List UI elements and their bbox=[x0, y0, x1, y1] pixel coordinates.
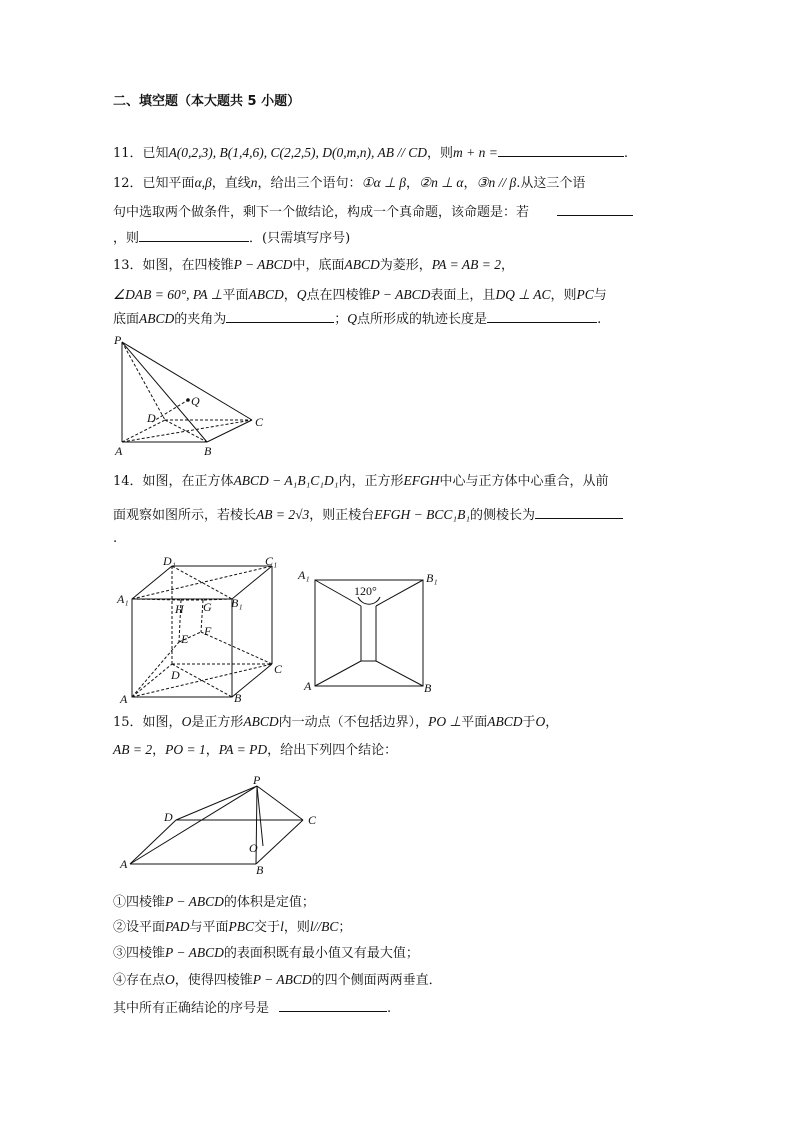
q13-condition: PA = AB = 2 bbox=[431, 257, 501, 272]
q12-text-c: ，给出三个语句： bbox=[257, 176, 362, 191]
q13-pyramid: P − ABCD bbox=[233, 257, 293, 272]
q15-conclusion-4 bbox=[113, 971, 442, 990]
q15-point-o: O bbox=[181, 714, 192, 729]
q13-text-2b: 平面 bbox=[222, 288, 249, 303]
q13-text-3c: 的夹角为 bbox=[174, 312, 227, 327]
question-11 bbox=[113, 144, 628, 163]
q15-text-f: ， bbox=[545, 715, 559, 730]
q12-statement-2: ②n ⊥ α bbox=[418, 175, 464, 190]
question-12-line-3 bbox=[113, 229, 350, 248]
q13-blank-angle[interactable] bbox=[226, 310, 334, 323]
q13-fig-label-d: D bbox=[147, 411, 156, 425]
q13-pc: PC bbox=[576, 287, 594, 302]
q15-fig-label-a: A bbox=[120, 857, 128, 871]
q15-c1-text-a: ①四棱锥 bbox=[113, 895, 166, 910]
q15-c1-pyramid: P − ABCD bbox=[165, 894, 224, 909]
question-14-line-2 bbox=[113, 506, 623, 525]
question-15-line-1 bbox=[113, 713, 558, 732]
q15-c2-text-g: ，则 bbox=[283, 920, 310, 935]
q15-text-e: 于 bbox=[522, 715, 536, 730]
q13-text-b: 中，底面 bbox=[292, 258, 345, 273]
q15-square-2: ABCD bbox=[487, 714, 523, 729]
q13-text-c: 为菱形， bbox=[379, 258, 432, 273]
q15-sep-2: ， bbox=[205, 743, 219, 758]
q14-text-2c: 的侧棱长为 bbox=[470, 508, 536, 523]
q13-point-q: Q bbox=[296, 287, 307, 302]
q15-final-line bbox=[113, 999, 391, 1018]
q11-end: . bbox=[623, 146, 629, 161]
question-13-line-1 bbox=[113, 256, 514, 275]
q14-fig-label-e: E bbox=[181, 632, 189, 646]
q14-text-b: 内，正方形 bbox=[338, 474, 404, 489]
q14-cube-figure bbox=[115, 552, 290, 707]
q15-c2-text-c: 与平面 bbox=[189, 920, 229, 935]
q13-base-2: ABCD bbox=[248, 287, 284, 302]
q14-fig-label-b1: B₁ bbox=[231, 596, 243, 610]
q15-c2-text-e: 交于 bbox=[254, 920, 281, 935]
q12-text-b: ，直线 bbox=[211, 176, 251, 191]
q15-conclusion-2 bbox=[113, 918, 351, 937]
q13-fig-label-q: Q bbox=[191, 394, 200, 408]
q15-point-o-2: O bbox=[535, 714, 546, 729]
q15-cond-po: PO = 1 bbox=[165, 742, 206, 757]
q12-line-n: n bbox=[250, 175, 258, 190]
q12-text: 已知平面 bbox=[142, 176, 195, 191]
q13-base: ABCD bbox=[344, 257, 380, 272]
q14-fv-label-a1: A₁ bbox=[298, 568, 310, 582]
q14-text-a: 如图，在正方体 bbox=[142, 474, 234, 489]
q15-fig-label-p: P bbox=[253, 773, 261, 787]
q13-blank-length[interactable] bbox=[487, 310, 597, 323]
q14-front-view-figure bbox=[298, 566, 448, 698]
q13-text-2i: ，则 bbox=[550, 288, 577, 303]
q14-fig-label-c: C bbox=[274, 662, 283, 676]
q13-text-3d: ； bbox=[334, 312, 348, 327]
q14-fig-label-a1: A₁ bbox=[117, 592, 129, 606]
q15-pyramid-figure bbox=[118, 774, 318, 876]
q15-final-text: 其中所有正确结论的序号是 bbox=[113, 1001, 270, 1016]
q15-c2-l: l bbox=[280, 919, 284, 934]
question-15-line-2 bbox=[113, 741, 397, 760]
q14-edge: AB = 2√3 bbox=[256, 507, 310, 522]
q11-answer-blank[interactable] bbox=[498, 144, 624, 157]
q15-text-f2: ，给出下列四个结论： bbox=[267, 743, 398, 758]
q13-point-q-2: Q bbox=[347, 311, 358, 326]
q15-sep-1: ， bbox=[152, 743, 166, 758]
q11-number: 11． bbox=[113, 146, 143, 161]
q15-fig-label-c: C bbox=[308, 813, 317, 827]
q14-fv-label-b1: B₁ bbox=[426, 571, 438, 585]
q14-answer-blank[interactable] bbox=[535, 506, 623, 519]
q12-text-line3b: ．(只需填写序号) bbox=[249, 231, 351, 246]
question-14-line-1 bbox=[113, 472, 608, 491]
q15-fig-label-b: B bbox=[256, 863, 264, 877]
q13-pyramid-2: P − ABCD bbox=[371, 287, 431, 302]
q15-cond-ab: AB = 2 bbox=[113, 742, 153, 757]
q11-expression: A(0,2,3), B(1,4,6), C(2,2,5), D(0,m,n), AB // CD bbox=[168, 145, 428, 160]
q13-text-3g: . bbox=[597, 312, 602, 327]
q15-c4-text-e: 的四个侧面两两垂直． bbox=[311, 973, 442, 988]
q14-fig-label-d: D bbox=[171, 668, 180, 682]
q11-text: 已知 bbox=[142, 146, 169, 161]
q15-text-c: 内一动点（不包括边界）， bbox=[278, 715, 429, 730]
q13-angle-condition: ∠DAB = 60°, PA ⊥ bbox=[113, 287, 223, 302]
q12-number: 12． bbox=[113, 176, 143, 191]
q11-text-2: ，则 bbox=[427, 146, 454, 161]
q12-text-line3a: ，则 bbox=[113, 231, 140, 246]
q15-conclusion-3 bbox=[113, 944, 419, 963]
q15-c4-text-a: ④存在点 bbox=[113, 973, 166, 988]
q13-text-2e: 点在四棱锥 bbox=[306, 288, 372, 303]
q15-c4-point-o: O bbox=[165, 972, 175, 987]
q14-square: EFGH bbox=[403, 473, 440, 488]
q15-c2-parallel: l//BC bbox=[309, 919, 339, 934]
q15-c3-text-a: ③四棱锥 bbox=[113, 946, 166, 961]
q14-text-2b: ，则正棱台 bbox=[309, 508, 375, 523]
q13-fig-label-b: B bbox=[204, 444, 212, 458]
q13-pyramid-figure bbox=[110, 332, 285, 462]
q15-c2-text-i: ； bbox=[338, 920, 352, 935]
q14-fig-label-c1: C₁ bbox=[265, 554, 278, 568]
q14-fig-label-b: B bbox=[234, 691, 242, 705]
q14-text-2a: 面观察如图所示，若棱长 bbox=[113, 508, 257, 523]
q14-text-c: 中心与正方体中心重合，从前 bbox=[439, 474, 609, 489]
q13-fig-label-a: A bbox=[115, 444, 123, 458]
q15-fig-label-d: D bbox=[164, 810, 173, 824]
section-title: 二、填空题（本大题共 5 小题） bbox=[113, 94, 301, 109]
q15-c2-pbc: PBC bbox=[228, 919, 255, 934]
q12-blank-conclusion[interactable] bbox=[139, 229, 249, 242]
q15-c3-text-c: 的表面积既有最小值又有最大值； bbox=[223, 946, 419, 961]
q15-cond-pa: PA = PD bbox=[218, 742, 268, 757]
q13-perp: DQ ⊥ AC bbox=[495, 287, 551, 302]
q12-statement-1: ①α ⊥ β bbox=[361, 175, 406, 190]
q13-text-3f: 点所形成的轨迹长度是 bbox=[357, 312, 488, 327]
q13-number: 13． bbox=[113, 258, 143, 273]
q12-statement-3: ③n // β bbox=[476, 175, 517, 190]
q12-text-d: .从这三个语 bbox=[516, 176, 586, 191]
q15-c4-pyramid: P − ABCD bbox=[252, 972, 312, 987]
q15-c2-text-a: ②设平面 bbox=[113, 920, 166, 935]
q12-blank-condition[interactable] bbox=[557, 203, 633, 216]
q14-fv-angle-label: 120° bbox=[354, 584, 377, 598]
q14-fig-label-a: A bbox=[120, 692, 128, 706]
q15-answer-blank[interactable] bbox=[279, 999, 387, 1012]
q14-fig-label-f: F bbox=[204, 624, 212, 638]
question-12-line-2 bbox=[113, 203, 633, 222]
q13-text-a: 如图，在四棱锥 bbox=[142, 258, 234, 273]
question-14-line-3: . bbox=[113, 531, 118, 546]
q14-fv-label-a: A bbox=[304, 679, 312, 693]
q13-base-3: ABCD bbox=[139, 311, 175, 326]
q15-text-b: 是正方形 bbox=[191, 715, 244, 730]
q15-fig-label-o: O bbox=[249, 841, 258, 855]
q15-final-end: . bbox=[387, 1001, 392, 1016]
question-12-line-1: 12．已知平面α,β，直线n，给出三个语句：①α ⊥ β，②n ⊥ α，③n // β.从这三个语 bbox=[113, 175, 586, 191]
q15-c3-pyramid: P − ABCD bbox=[165, 945, 224, 960]
q14-cube: ABCD − A₁B₁C₁D₁ bbox=[233, 473, 339, 488]
q12-text-line2: 句中选取两个做条件，剩下一个做结论，构成一个真命题，该命题是：若 bbox=[113, 205, 530, 220]
q13-text-2k: 与 bbox=[593, 288, 607, 303]
q14-fig-label-h: H bbox=[175, 602, 184, 616]
q15-square: ABCD bbox=[243, 714, 279, 729]
q15-c4-text-c: ，使得四棱锥 bbox=[174, 973, 253, 988]
question-13-line-2 bbox=[113, 286, 607, 305]
q12-planes: α,β bbox=[194, 175, 212, 190]
q13-text-2g: 表面上，且 bbox=[430, 288, 496, 303]
q15-c1-text-c: 的体积是定值； bbox=[223, 895, 315, 910]
q15-text-a: 如图， bbox=[142, 715, 182, 730]
q13-text-2d: ， bbox=[283, 288, 297, 303]
q14-fig-label-d1: D₁ bbox=[163, 554, 176, 568]
q14-frustum: EFGH − BCC₁B₁ bbox=[374, 507, 471, 522]
q14-number: 14． bbox=[113, 474, 143, 489]
q15-perp: PO ⊥ bbox=[428, 714, 462, 729]
q15-text-d: 平面 bbox=[461, 715, 488, 730]
q15-number: 15． bbox=[113, 715, 143, 730]
q13-text-3a: 底面 bbox=[113, 312, 140, 327]
q13-fig-label-p: P bbox=[114, 333, 122, 347]
q13-text-d: ， bbox=[500, 258, 514, 273]
q14-fv-label-b: B bbox=[424, 681, 432, 695]
q15-c2-pad: PAD bbox=[165, 919, 190, 934]
q13-fig-label-c: C bbox=[255, 415, 264, 429]
q15-conclusion-1 bbox=[113, 893, 315, 912]
question-13-line-3 bbox=[113, 310, 601, 329]
q14-fig-label-g: G bbox=[203, 600, 212, 614]
q11-expression-2: m + n = bbox=[453, 145, 498, 160]
